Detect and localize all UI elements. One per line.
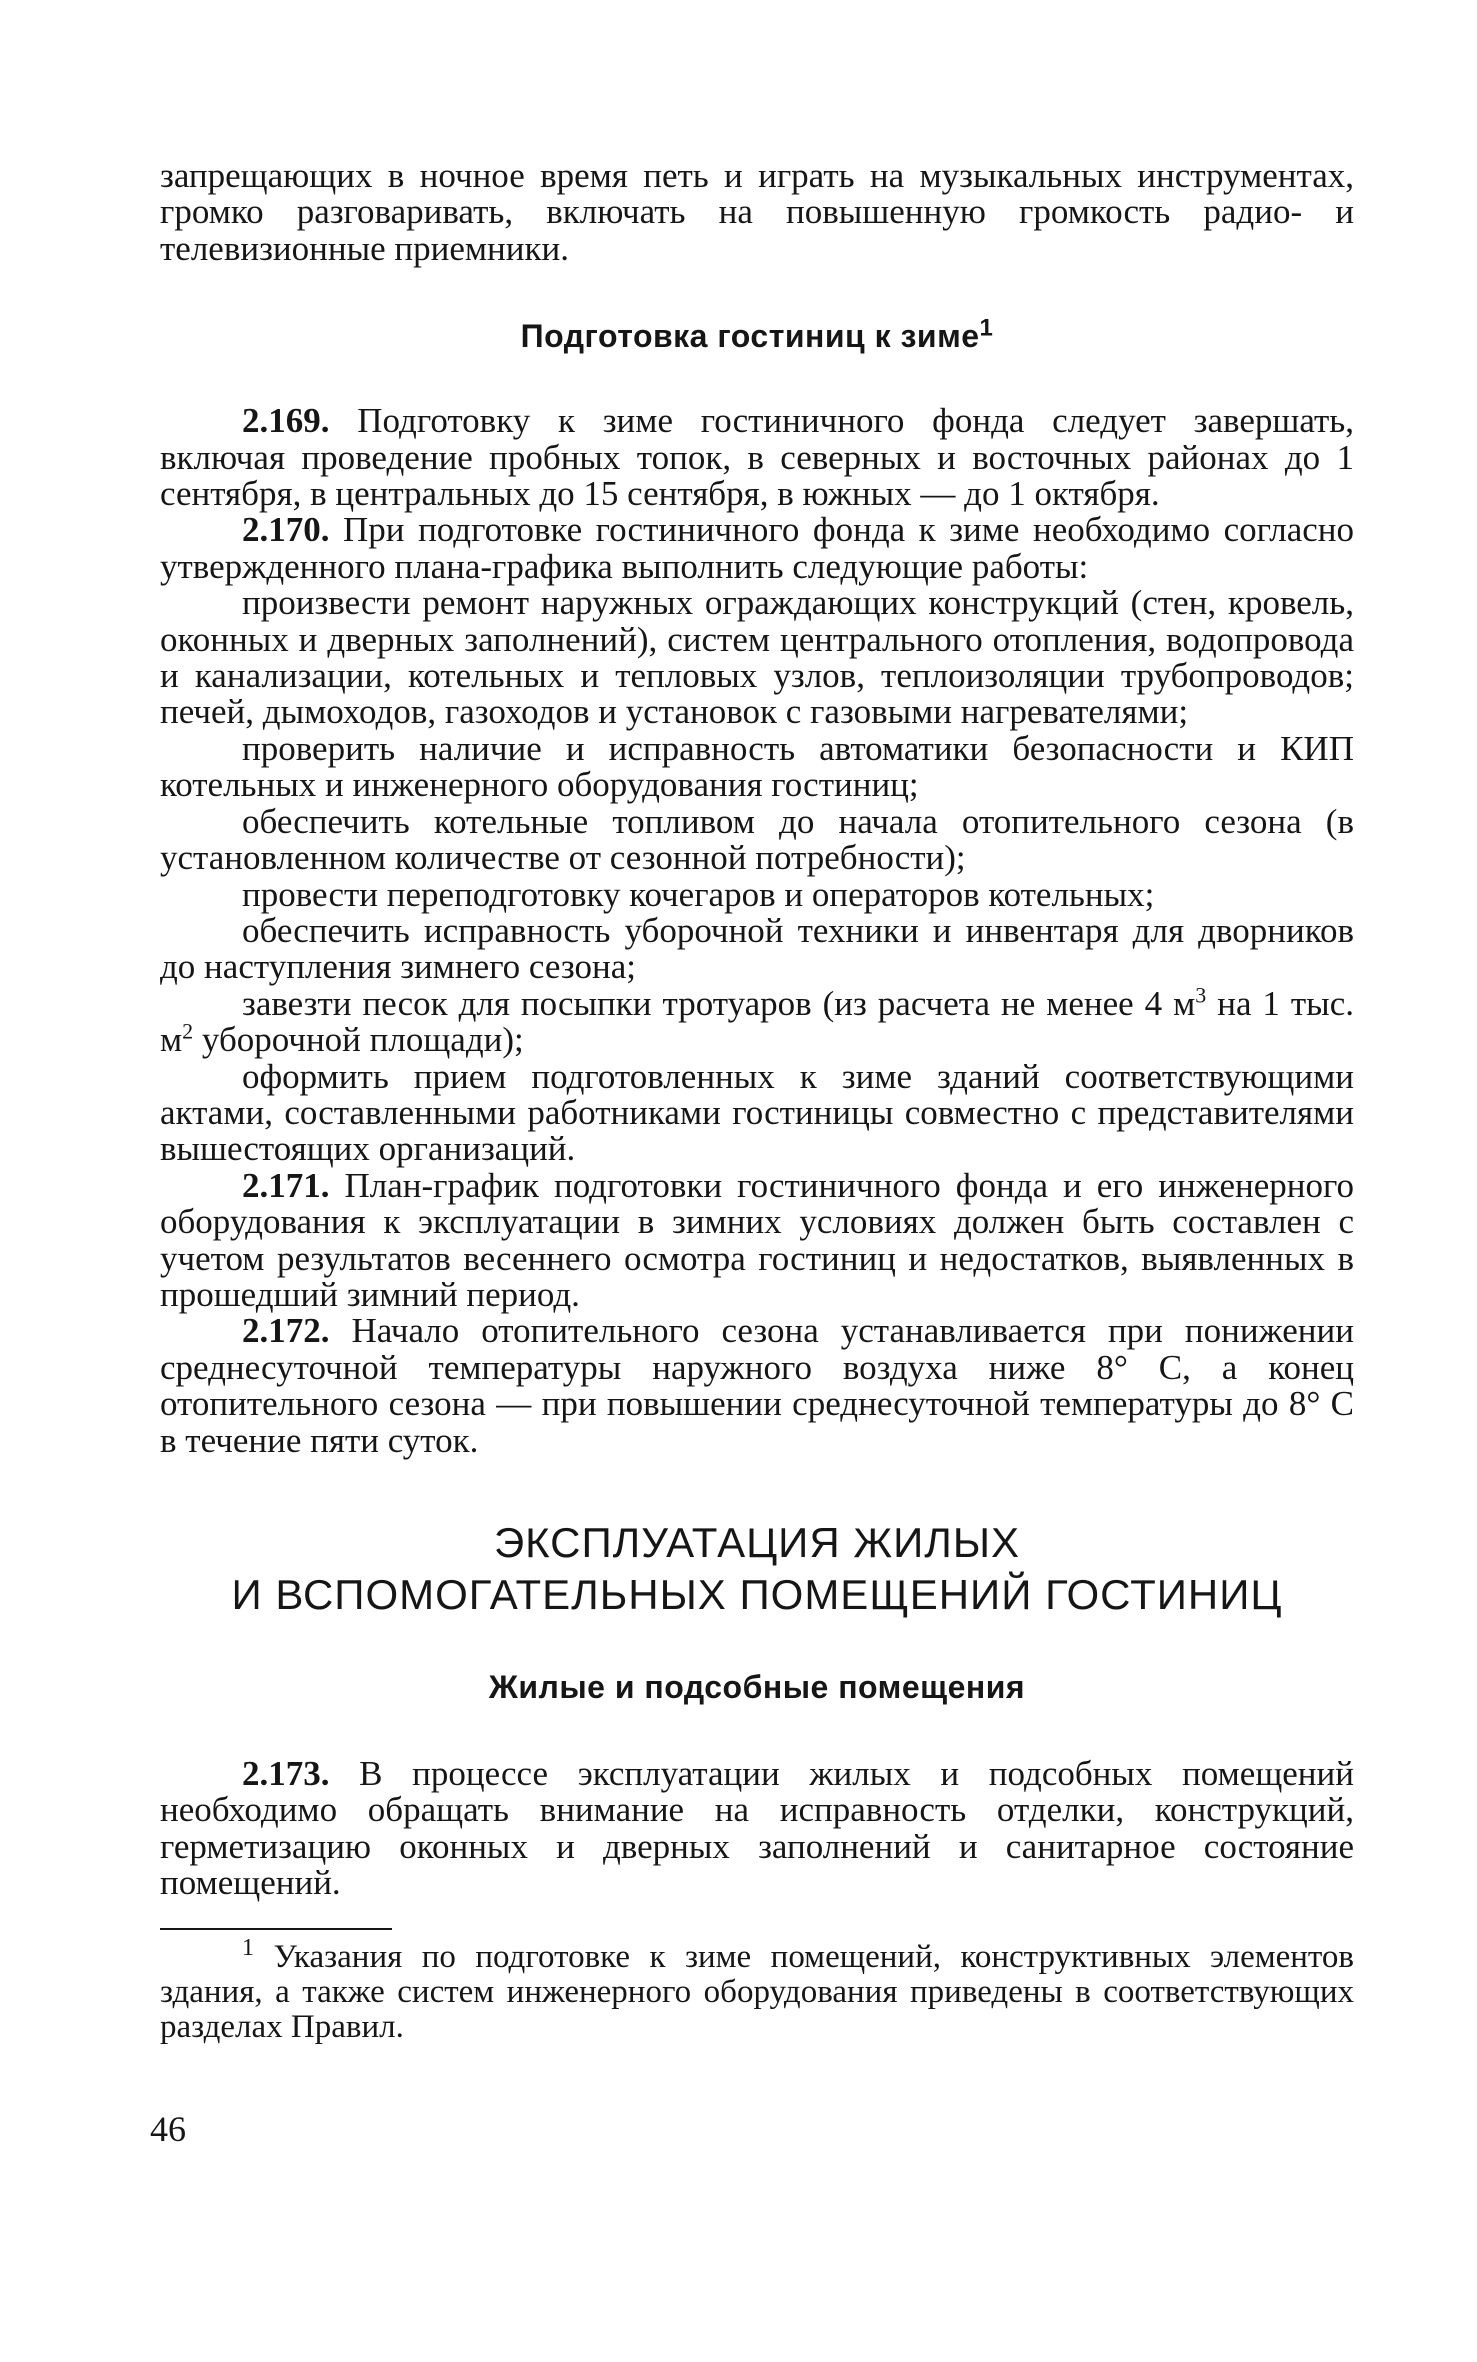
paragraph-number: 2.170. [242, 510, 330, 550]
footnote-divider [160, 1928, 392, 1930]
paragraph-number: 2.173. [242, 1754, 330, 1793]
work-item: произвести ремонт наружных ограждающих конструкций (стен, кровель, оконных и дверных заполнений), систем центрального отопления, водопровода и канализации, котельных и тепловых узлов, теплоизоляции трубопроводов; печей, дымоходов, газоходов и установок с газовыми нагревателями; [160, 583, 1354, 732]
work-item-sand [160, 982, 1354, 1060]
heading-footnote-mark: 1 [979, 314, 994, 342]
paragraph-text: При подготовке гостиничного фонда к зиме необходимо согласно утвержденного плана-графика выполнить следующие работы: [160, 510, 1354, 586]
paragraph-2-172 [160, 1313, 1354, 1459]
paragraph-2-170 [160, 512, 1354, 585]
paragraph-text: В процессе эксплуатации жилых и подсобных помещений необходимо обращать внимание на исправность отделки, конструкций, герметизацию оконных и дверных заполнений и санитарное состояние помещений. [160, 1754, 1354, 1903]
footnote-mark: 1 [242, 1934, 254, 1961]
work-item: обеспечить котельные топливом до начала отопительного сезона (в установленном количестве от сезонной потребности); [160, 801, 1354, 878]
superscript: 2 [182, 1018, 194, 1044]
footnote-body: Указания по подготовке к зиме помещений, конструктивных элементов здания, а также систем инженерного оборудования приведены в соответствующих разделах Правил. [160, 1938, 1354, 2045]
work-item: обеспечить исправность уборочной техники и инвентаря для дворников до наступления зимнего сезона; [160, 910, 1354, 987]
sand-item-text: уборочной площади); [193, 1020, 524, 1060]
work-item: оформить прием подготовленных к зиме зданий соответствующими актами, составленными работниками гостиницы совместно с представителями вышестоящих организаций. [160, 1056, 1354, 1169]
paragraph-text: Начало отопительного сезона устанавливается при понижении среднесуточной температуры наружного воздуха ниже 8° С, а конец отопительного сезона — при повышении среднесуточной температуры до 8° С в течение пяти суток. [160, 1311, 1354, 1460]
paragraph-2-173 [160, 1756, 1354, 1902]
subsection-heading: Жилые и подсобные помещения [488, 1669, 1026, 1705]
section-title [160, 1517, 1354, 1621]
section-title-line-1: ЭКСПЛУАТАЦИЯ ЖИЛЫХ [493, 1519, 1021, 1566]
paragraph-2-171 [160, 1165, 1354, 1314]
footnote [160, 1934, 1354, 2045]
work-item: проверить наличие и исправность автоматики безопасности и КИП котельных и инженерного оборудования гостиниц; [160, 728, 1354, 805]
superscript: 3 [1195, 982, 1207, 1008]
paragraph-2-169 [160, 403, 1354, 512]
sand-item-text: на 1 тыс. м [160, 983, 1354, 1060]
paragraph-text: План-график подготовки гостиничного фонда и его инженерного оборудования к эксплуатации в зимних условиях должен быть составлен с учетом результатов весеннего осмотра гостиниц и недостатков, выявленных в прошедший зимний период. [160, 1165, 1354, 1314]
intro-continuation-paragraph: запрещающих в ночное время петь и играть на музыкальных инструментах, громко разговаривать, включать на повышенную громкость радио- и телевизионные приемники. [160, 156, 1354, 268]
section-title-line-2: И ВСПОМОГАТЕЛЬНЫХ ПОМЕЩЕНИЙ ГОСТИНИЦ [231, 1571, 1283, 1618]
paragraph-number: 2.172. [242, 1311, 330, 1351]
paragraph-text: Подготовку к зиме гостиничного фонда следует завершать, включая проведение пробных топок, в северных и восточных районах до 1 сентября, в центральных до 15 сентября, в южных — до 1 октября. [160, 401, 1354, 514]
document-page [160, 158, 1354, 2045]
work-item: провести переподготовку кочегаров и операторов котельных; [242, 874, 1155, 914]
footnote-text [160, 1934, 1354, 2045]
page-number: 46 [150, 2109, 186, 2149]
paragraph-number: 2.171. [242, 1165, 330, 1205]
winter-prep-heading-text: Подготовка гостиниц к зиме [520, 318, 980, 355]
winter-prep-heading [160, 314, 1354, 355]
paragraph-number: 2.169. [242, 401, 330, 441]
sand-item-text: завезти песок для посыпки тротуаров (из расчета не менее 4 м [242, 983, 1196, 1023]
